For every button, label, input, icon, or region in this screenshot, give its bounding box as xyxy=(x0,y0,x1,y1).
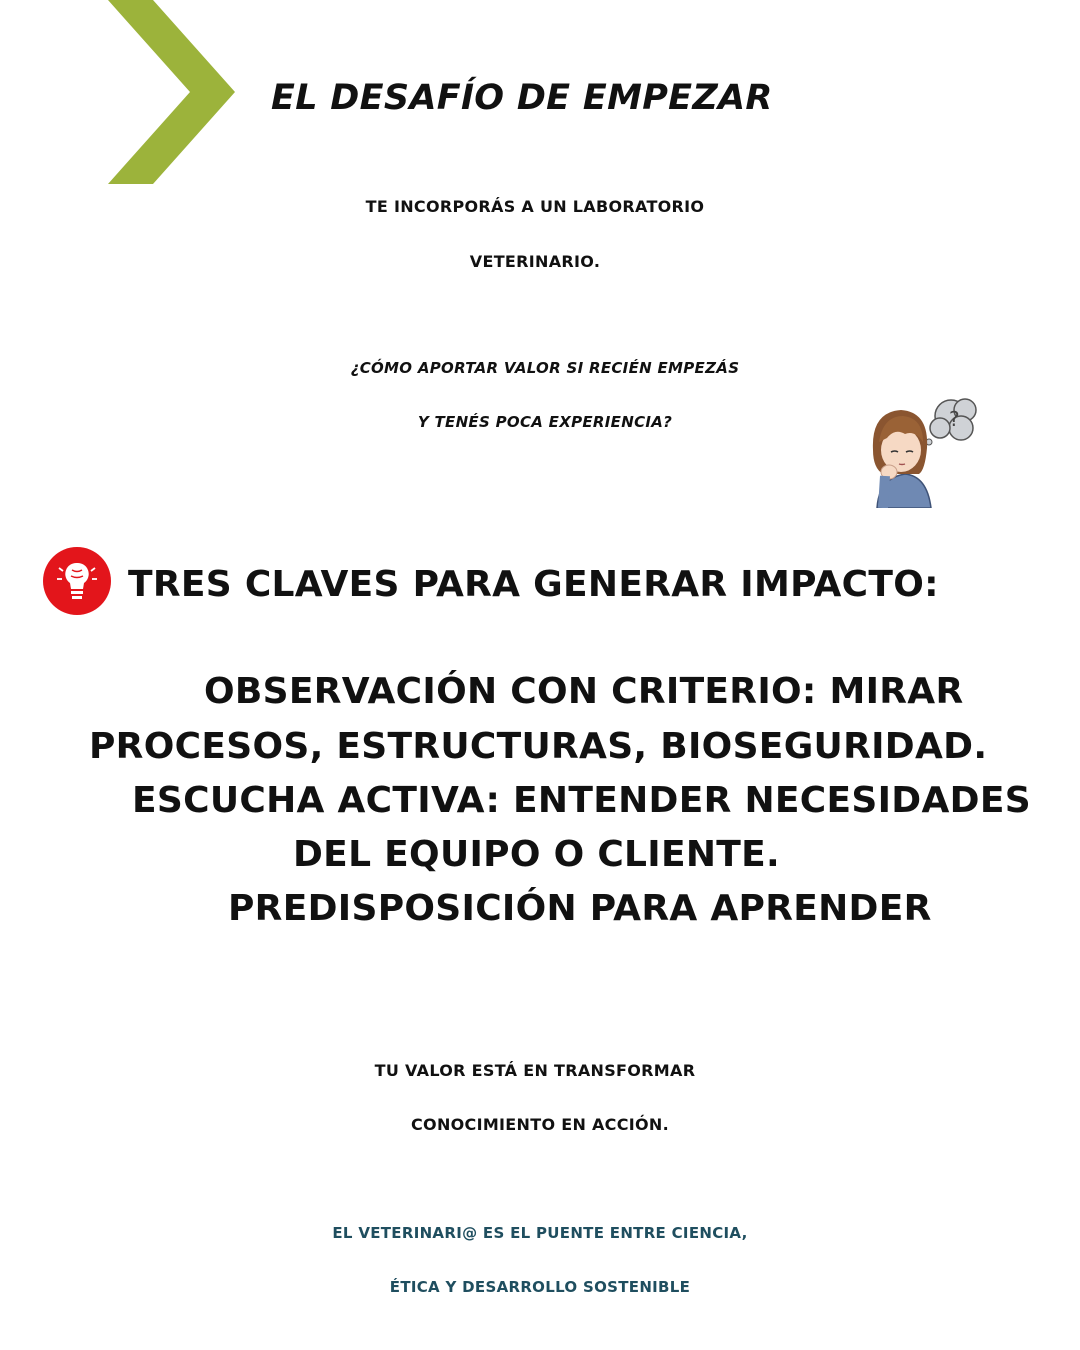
thinking-girl-icon xyxy=(865,390,980,508)
page-title: EL DESAFÍO DE EMPEZAR xyxy=(271,78,773,118)
key-item-5: PREDISPOSICIÓN PARA APRENDER xyxy=(228,888,932,929)
value-line-1: TU VALOR ESTÁ EN TRANSFORMAR xyxy=(374,1061,696,1080)
intro-line-2: VETERINARIO. xyxy=(469,252,601,271)
svg-text:?: ? xyxy=(949,407,960,431)
thought-cloud xyxy=(926,399,976,445)
keys-heading: TRES CLAVES PARA GENERAR IMPACTO: xyxy=(128,564,939,605)
key-item-2: PROCESOS, ESTRUCTURAS, BIOSEGURIDAD. xyxy=(89,726,988,767)
chevron-right-icon xyxy=(105,0,240,190)
question-line-1: ¿CÓMO APORTAR VALOR SI RECIÉN EMPEZÁS xyxy=(350,359,740,377)
key-item-4: DEL EQUIPO O CLIENTE. xyxy=(293,834,781,875)
question-line-2: Y TENÉS POCA EXPERIENCIA? xyxy=(417,413,673,431)
intro-line-1: TE INCORPORÁS A UN LABORATORIO xyxy=(365,197,705,216)
key-item-1: OBSERVACIÓN CON CRITERIO: MIRAR xyxy=(204,671,964,712)
closing-line-2: ÉTICA Y DESARROLLO SOSTENIBLE xyxy=(389,1278,691,1296)
value-line-2: CONOCIMIENTO EN ACCIÓN. xyxy=(411,1115,669,1134)
closing-line-1: EL VETERINARI@ ES EL PUENTE ENTRE CIENCIA, xyxy=(332,1224,748,1242)
chevron-shape xyxy=(108,0,235,184)
key-item-3: ESCUCHA ACTIVA: ENTENDER NECESIDADES xyxy=(132,780,1031,821)
brain-lightbulb-icon xyxy=(42,546,112,616)
